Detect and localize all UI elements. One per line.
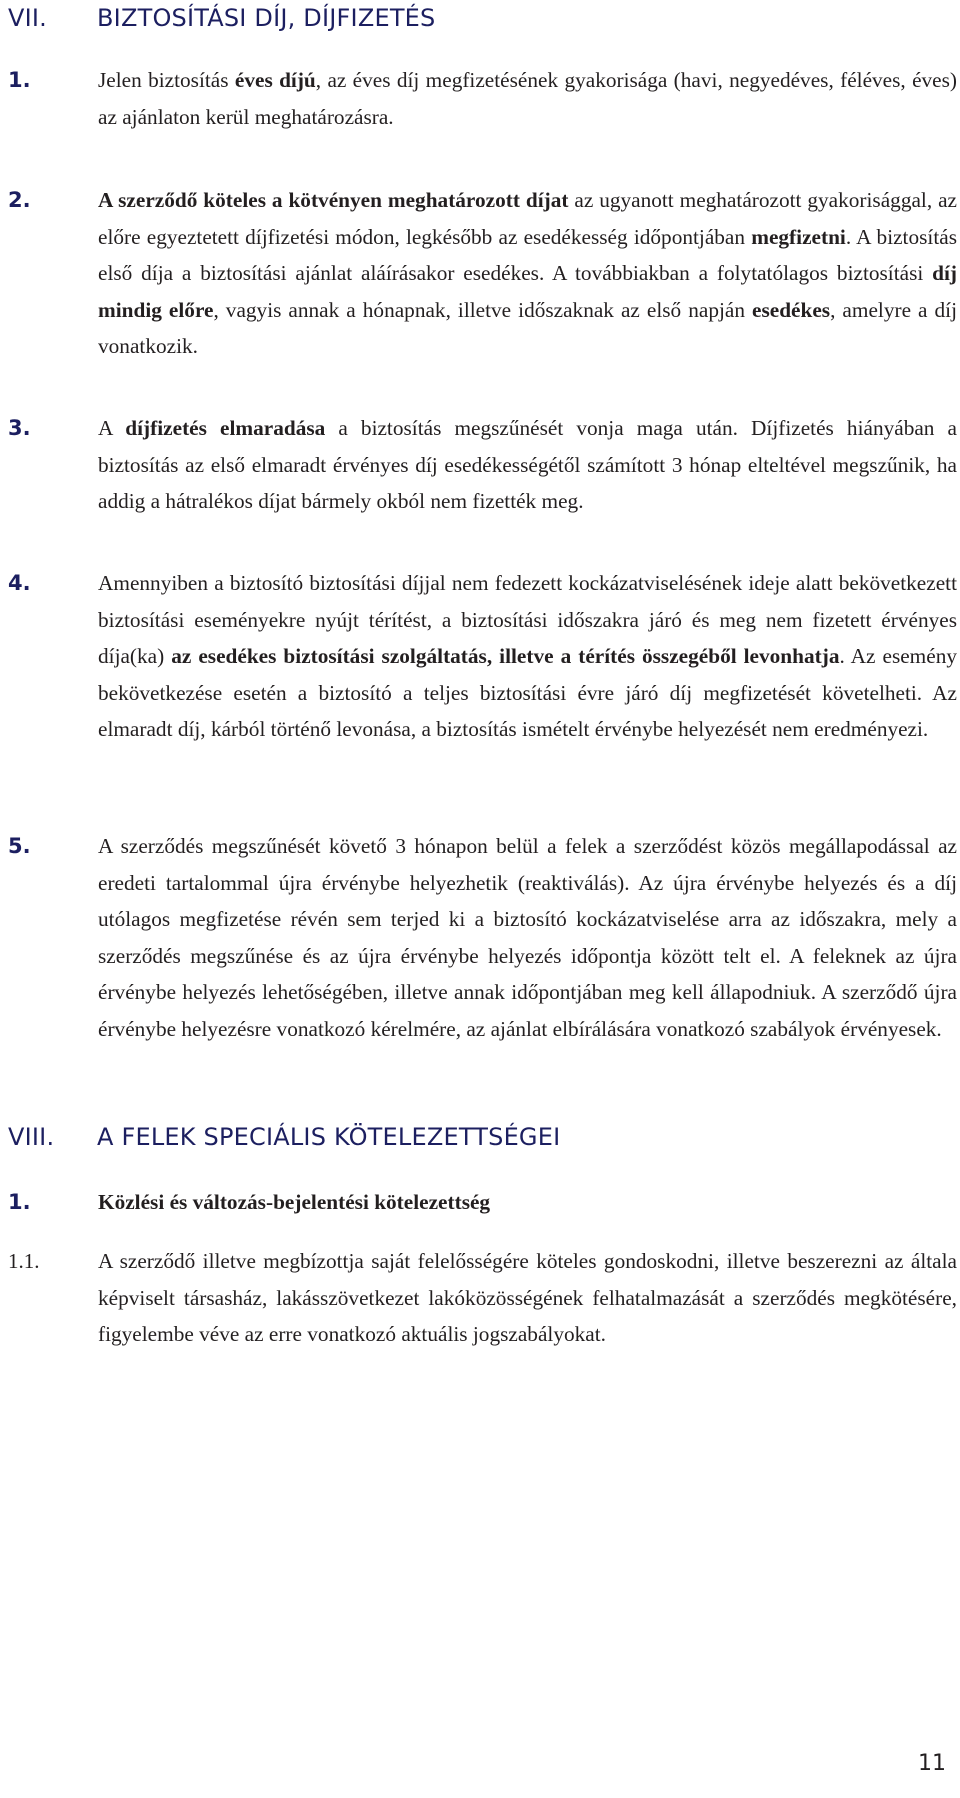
text-run: . Az esemény bekövetkezése esetén a biztosító a teljes biztosítási évre járó díj megfizetését követelheti. Az elmaradt díj, kárból történő levonása, a biztosítás ismételt érvénybe helyezését nem eredményezi. xyxy=(98,644,957,741)
paragraph-number: 1. xyxy=(8,68,31,92)
paragraph-text xyxy=(98,565,957,748)
section-title: BIZTOSÍTÁSI DÍJ, DÍJFIZETÉS xyxy=(97,4,436,32)
text-run: az ugyanott meghatározott gyakorisággal, az előre egyeztetett díjfizetési módon, legkésőbb az esedékesség időpontjában xyxy=(98,188,957,249)
text-run: , vagyis annak a hónapnak, illetve időszaknak az első napján xyxy=(213,297,753,322)
paragraph-vii-3 xyxy=(8,410,960,520)
paragraph-text xyxy=(98,410,957,520)
paragraph-text xyxy=(98,1243,957,1353)
paragraph-viii-1-1 xyxy=(8,1243,960,1353)
paragraph-text xyxy=(98,828,957,1047)
text-run: , amelyre a díj vonatkozik. xyxy=(98,297,957,358)
text-run: Jelen biztosítás xyxy=(98,68,235,92)
paragraph-vii-5 xyxy=(8,828,960,1047)
emphasis-text: A szerződő köteles a kötvényen meghatározott díjat xyxy=(98,188,569,212)
section-title: A FELEK SPECIÁLIS KÖTELEZETTSÉGEI xyxy=(97,1123,561,1151)
paragraph-text xyxy=(98,182,957,365)
text-run: A szerződő illetve megbízottja saját felelősségére köteles gondoskodni, illetve beszerezni az általa képviselt társasház, lakásszövetkezet lakóközösségének felhatalmazását a szerződés megkötésére, figyelembe véve az erre vonatkozó aktuális jogszabályokat. xyxy=(98,1249,957,1346)
paragraph-vii-4 xyxy=(8,565,960,748)
text-run: , az éves díj megfizetésének gyakorisága (havi, negyedéves, féléves, éves) az ajánlaton kerül meghatározásra. xyxy=(98,68,958,129)
paragraph-number: 1.1. xyxy=(8,1249,40,1273)
section-number: VII. xyxy=(8,4,48,32)
section-number: VIII. xyxy=(8,1123,55,1151)
paragraph-number: 5. xyxy=(8,834,31,858)
paragraph-text xyxy=(98,62,957,135)
paragraph-number: 2. xyxy=(8,188,31,212)
paragraph-number: 4. xyxy=(8,571,31,595)
text-run: A xyxy=(98,416,126,440)
emphasis-text: esedékes xyxy=(752,297,831,322)
emphasis-text: díj mindig előre xyxy=(98,261,957,322)
text-run: A szerződés megszűnését követő 3 hónapon belül a felek a szerződést közös megállapodással az eredeti tartalommal újra érvénybe helyezhetik (reaktiválás). Az újra érvénybe helyezés és a díj utólagos megfizetése révén sem terjed ki a biztosító kockázatviselése arra az időszakra, mely a szerződés megszűnése és az újra érvénybe helyezés időpontja között telt el. A feleknek az újra érvénybe helyezés lehetőségében, illetve annak időpontjában meg kell állapodniuk. A szerződő újra érvénybe helyezésre vonatkozó kérelmére, az ajánlat elbírálására vonatkozó szabályok érvényesek. xyxy=(98,834,957,1041)
text-run: . A biztosítás első díja a biztosítási ajánlat aláírásakor esedékes. A továbbiakban a folytatólagos biztosítási xyxy=(98,224,957,285)
emphasis-text: díjfizetés elmaradása xyxy=(125,416,326,440)
page-number: 11 xyxy=(918,1751,946,1776)
paragraph-vii-2 xyxy=(8,182,960,365)
text-run: Amennyiben a biztosító biztosítási díjjal nem fedezett kockázatviselésének ideje alatt bekövetkezett biztosítási eseményekre nyújt térítést, a biztosítási időszakra járó és meg nem fizetett érvényes díja(ka) xyxy=(98,571,957,668)
subsection-title: Közlési és változás-bejelentési kötelezettség xyxy=(98,1190,491,1214)
emphasis-text: éves díjú xyxy=(234,68,316,92)
subsection-number: 1. xyxy=(8,1190,31,1214)
paragraph-number: 3. xyxy=(8,416,31,440)
text-run: a biztosítás megszűnését vonja maga után. Díjfizetés hiányában a biztosítás az első elmaradt érvényes díj esedékességétől számított 3 hónap elteltével megszűnik, ha addig a hátralékos díjat bármely okból nem fizették meg. xyxy=(98,416,957,513)
emphasis-text: megfizetni xyxy=(751,224,846,249)
paragraph-vii-1 xyxy=(8,62,960,135)
emphasis-text: az esedékes biztosítási szolgáltatás, illetve a térítés összegéből levonhatja xyxy=(171,644,840,668)
